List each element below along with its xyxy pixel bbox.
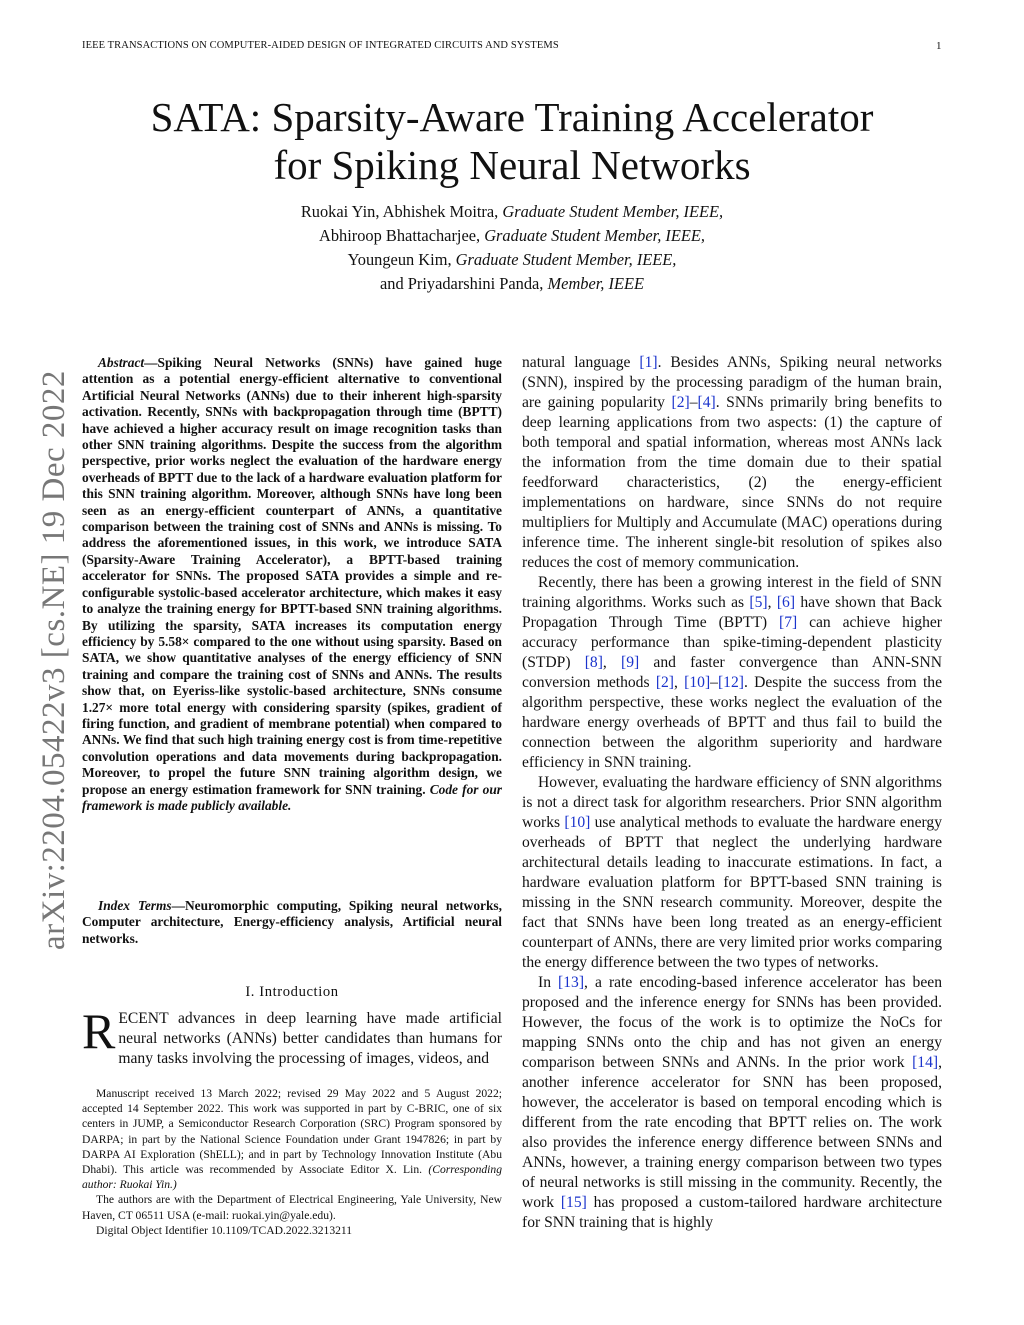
index-terms-label: Index Terms [98,898,172,913]
citation-link[interactable]: [6] [776,594,796,611]
arxiv-stamp-text: arXiv:2204.05422v3 [cs.NE] 19 Dec 2022 [36,370,72,950]
text-run: and faster convergence than ANN-SNN conversion methods [522,654,943,691]
intro-paragraph [82,1003,502,1069]
corresponding-author: (Corresponding author: Ruokai Yin.) [82,1163,502,1192]
citation-link[interactable]: [4] [697,394,716,411]
text-run: However, evaluating the hardware efficiency of SNN algorithms is not a direct task for algorithm researchers. Prior SNN algorithm works [522,774,942,831]
citation-link[interactable]: [14] [912,1054,939,1071]
citation-link[interactable]: [2] [671,394,690,411]
author-line-3 [82,248,942,272]
text-run: , [767,594,777,611]
text-run: . Despite the success from the algorithm perspective, these works neglect the evaluation of the hardware energy overheads of BPTT and thus fail to build the connection between the algorithm superiority and hardware efficiency in SNN training. [522,674,942,771]
paragraph [522,573,942,773]
text-run: use analytical methods to evaluate the hardware energy overheads of BPTT that neglect the underlying hardware architectural details leading to inaccurate estimations. In fact, a hardware evaluation platform for BPTT-based SNN training is missing in the SNN research community. Moreover, despite the fact that SNNs have been long treated as an energy-efficient counterpart of ANNs, there are very limited prior works comparing the energy difference between the two types of networks. [522,814,943,971]
citation-link[interactable]: [13] [558,974,585,991]
author-line-1 [82,200,942,224]
text-run: – [689,394,698,411]
arxiv-stamp [22,350,82,950]
index-terms-dash: — [171,898,185,913]
index-terms [82,898,502,947]
intro-text: ECENT advances in deep learning have made artificial neural networks (ANNs) better candidates than humans for many tasks involving the processing of images, videos, and [118,1010,502,1067]
author-role: Member, IEEE [547,274,645,293]
title-line-1: SATA: Sparsity-Aware Training Accelerator [150,94,874,140]
abstract-code-note: Code for our framework is made publicly available. [82,781,502,813]
right-column-text [522,353,942,1233]
text-run: can achieve higher accuracy performance than spike-timing-dependent plasticity (STDP) [522,614,942,671]
abstract-body: Spiking Neural Networks (SNNs) have gained huge attention as a potential energy-efficient alternative to conventional Artificial Neural Networks (ANNs) due to their inherent high-sparsity activation. Recently, SNNs with backpropagation through time (BPTT) have achieved a higher accuracy result on image recognition tasks than other SNN training algorithms. Despite the success from the algorithm perspective, prior works neglect the evaluation of the hardware energy overheads of BPTT due to the lack of a hardware evaluation platform for this SNN training algorithm. Moreover, although SNNs have long been seen as an energy-efficient counterpart of ANNs, a quantitative comparison between the training cost of SNNs and ANNs is missing. To address the aforementioned issues, in this work, we introduce SATA (Sparsity-Aware Training Accelerator), a BPTT-based training accelerator for SNNs. The proposed SATA provides a simple and re-configurable systolic-based accelerator architecture, which makes it easy to analyze the training energy for BPTT-based SNN training algorithms. By utilizing the sparsity, SATA increases its computation energy efficiency by 5.58× compared to the one without using sparsity. Based on SATA, we show quantitative analyses of the energy efficiency of SNN training and compare the training cost of SNNs and ANNs. The results show that, on Eyeriss-like systolic-based architecture, SNNs consume 1.27× more total energy with considering sparsity (spikes, gradient of firing function, and gradient of membrane potential) when compared to ANNs. We find that such high training energy cost is from time-repetitive convolution operations and data movements during backpropagation. Moreover, to propel the future SNN training algorithm design, we propose an energy estimation framework for SNN training. [82,355,502,797]
text-run: , [602,654,622,671]
text-run: have shown that Back Propagation Through Time (BPTT) [522,594,942,631]
footnotes [82,1086,502,1238]
text-run: . SNNs primarily bring benefits to deep learning applications from two aspects: (1) the capture of both temporal and spatial information, whereas most ANNs lack the information from the time domain due to their spatial feedforward characteristics, (2) the energy-efficient implementations on hardware, since SNNs do not require multipliers for Multiply and Accumulate (MAC) operations during inference time. The inherent single-bit resolution of spikes also reduces the cost of memory communication. [522,394,942,571]
text-run: Recently, there has been a growing interest in the field of SNN training algorithms. Works such as [522,574,942,611]
citation-link[interactable]: [10] [684,674,711,691]
paragraph [522,973,942,1233]
paragraph [522,773,942,973]
author-names: Youngeun Kim, [347,250,456,269]
author-role: Graduate Student Member, IEEE, [502,202,724,221]
paper-title [82,93,942,189]
text-run: , another inference accelerator for SNN has been proposed, however, the accelerator is based on temporal encoding which is different from the rate encoding that BPTT relies on. The work also provides the inference energy difference between SNNs and ANNs, however, a training energy comparison between two types of neural networks is still missing in the community. Recently, the work [522,1054,942,1211]
doi-footnote: Digital Object Identifier 10.1109/TCAD.2022.3213211 [96,1223,353,1237]
author-line-4 [82,272,942,296]
author-line-2 [82,224,942,248]
text-run: has proposed a custom-tailored hardware architecture for SNN training that is highly [522,1194,942,1231]
abstract-label: Abstract [98,355,145,370]
citation-link[interactable]: [9] [621,654,640,671]
author-role: Graduate Student Member, IEEE, [484,226,705,245]
author-role: Graduate Student Member, IEEE, [455,250,677,269]
citation-link[interactable]: [8] [584,654,603,671]
paragraph [522,353,942,573]
author-names: Abhiroop Bhattacharjee, [319,226,485,245]
section-heading: I. Introduction [245,984,339,1000]
citation-link[interactable]: [1] [639,354,658,371]
page-number: 1 [936,40,942,52]
manuscript-text: Manuscript received 13 March 2022; revised 29 May 2022 and 5 August 2022; accepted 14 September 2022. This work was supported in part by C-BRIC, one of six centers in JUMP, a Semiconductor Research Corporation (SRC) Program sponsored by DARPA; in part by the National Science Foundation under Grant 1947826; in part by DARPA AI Exploration (ShELL); and in part by Technology Innovation Institute (Abu Dhabi). This article was recommended by Associate Editor X. Lin. [82,1087,502,1177]
citation-link[interactable]: [2] [655,674,674,691]
citation-link[interactable]: [12] [717,674,744,691]
text-run: In [538,974,559,991]
text-run: – [710,674,718,691]
text-run: . Besides ANNs, Spiking neural networks (SNN), inspired by the processing paradigm of the human brain, are gaining popularity [522,354,942,411]
citation-link[interactable]: [15] [560,1194,587,1211]
author-list [82,200,942,296]
text-run: , [674,674,685,691]
abstract [82,355,502,814]
author-names: Ruokai Yin, Abhishek Moitra, [300,202,503,221]
text-run: natural language [522,354,640,371]
citation-link[interactable]: [7] [779,614,798,631]
drop-cap: R [82,1003,116,1059]
affiliation-footnote: The authors are with the Department of Electrical Engineering, Yale University, New Haven, CT 06511 USA (e-mail: ruokai.yin@yale.edu). [82,1193,502,1222]
running-head: IEEE TRANSACTIONS ON COMPUTER-AIDED DESIGN OF INTEGRATED CIRCUITS AND SYSTEMS [82,40,559,51]
author-names: and Priyadarshini Panda, [379,274,548,293]
abstract-dash: — [144,355,158,370]
manuscript-footnote [82,1086,502,1192]
citation-link[interactable]: [5] [749,594,768,611]
index-terms-body: Neuromorphic computing, Spiking neural networks, Computer architecture, Energy-efficiency analysis, Artificial neural networks. [82,898,502,946]
title-line-2: for Spiking Neural Networks [273,142,751,188]
citation-link[interactable]: [10] [564,814,591,831]
text-run: , a rate encoding-based inference accelerator has been proposed and the inference energy for SNNs has been provided. However, the focus of the work is to optimize the NoCs for mapping SNNs onto the chip and has not given an energy comparison between SNNs and ANNs. In the prior work [522,974,942,1071]
